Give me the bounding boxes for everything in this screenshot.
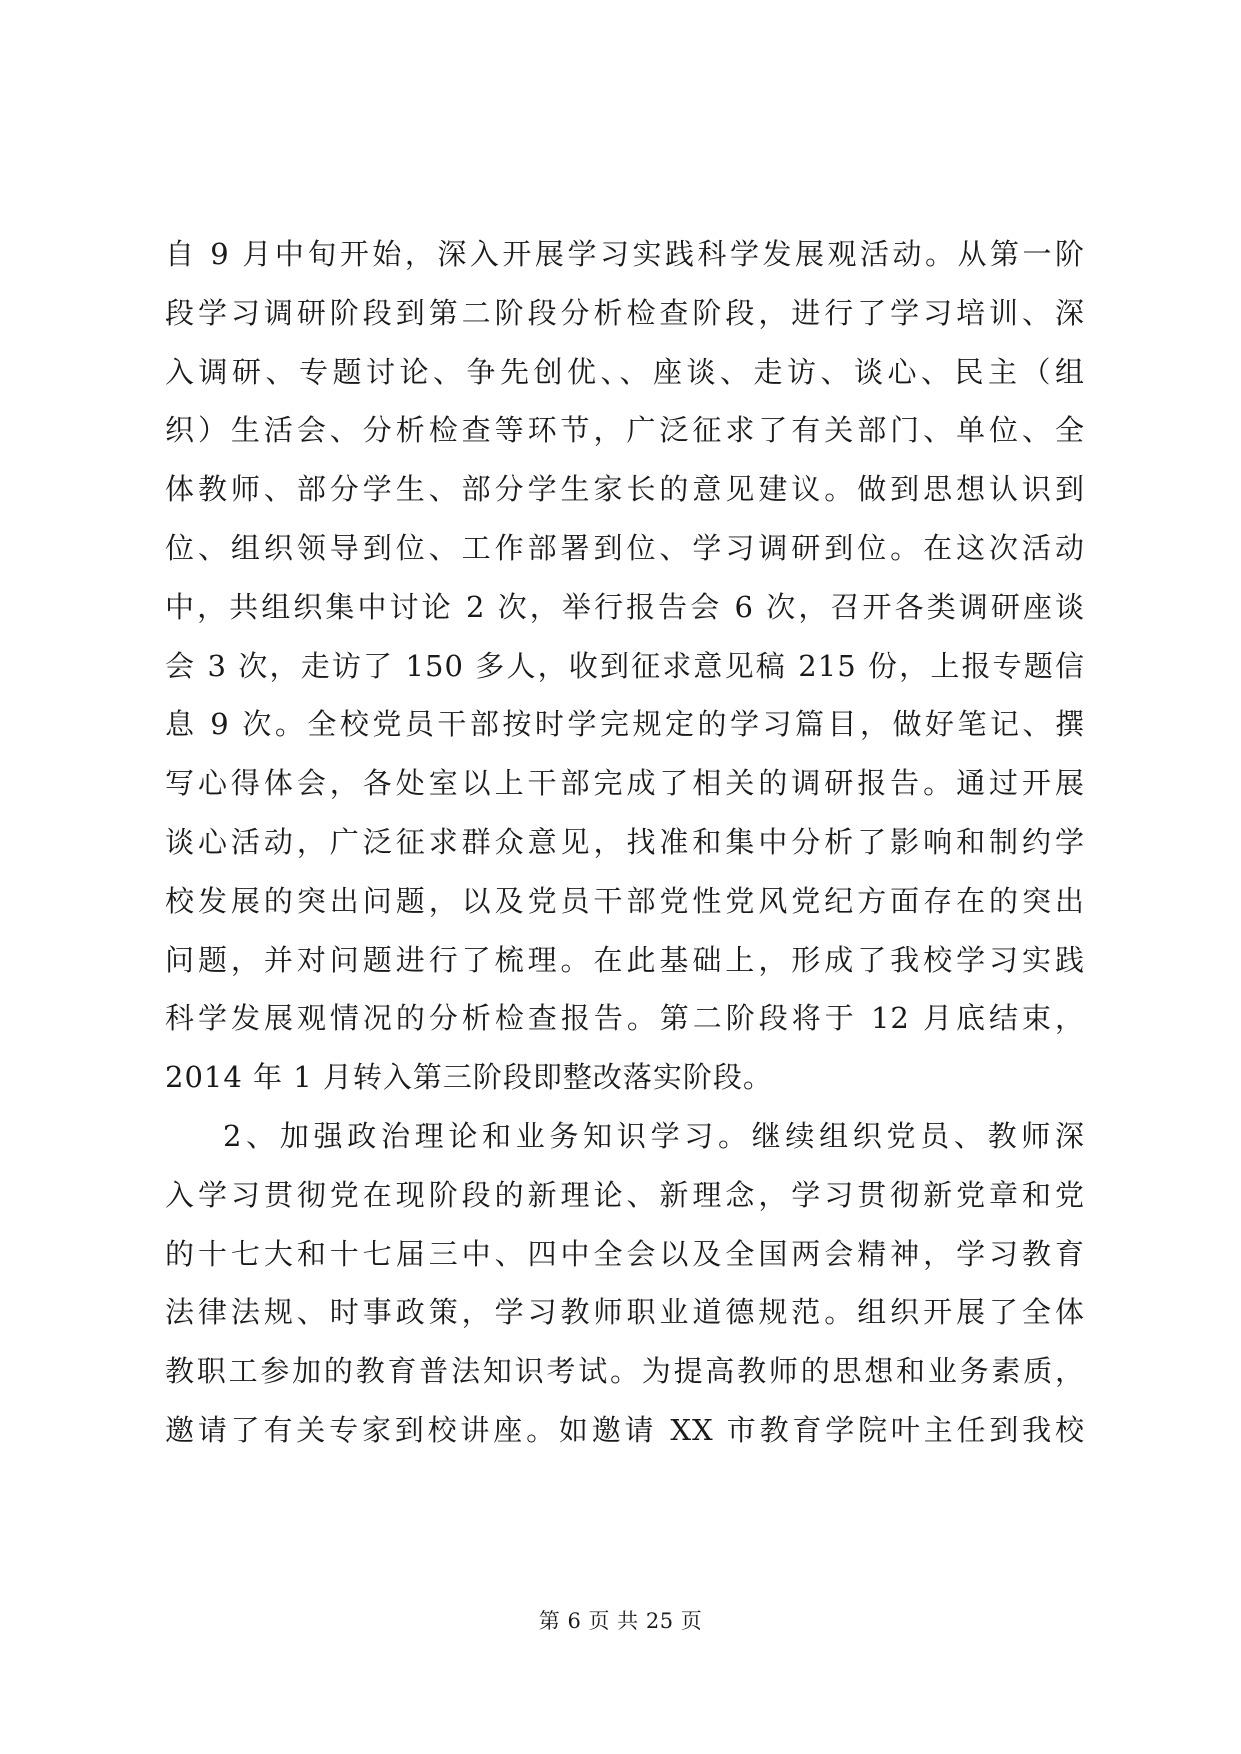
text-line: 入学习贯彻党在现阶段的新理论、新理念，学习贯彻新党章和党 (165, 1177, 1085, 1212)
text-line: 校发展的突出问题，以及党员干部党性党风党纪方面存在的突出 (165, 883, 1085, 918)
text-line: 2、加强政治理论和业务知识学习。继续组织党员、教师深 (223, 1118, 1085, 1153)
text-line: 2014 年 1 月转入第三阶段即整改落实阶段。 (165, 1060, 773, 1095)
text-line: 自 9 月中旬开始，深入开展学习实践科学发展观活动。从第一阶 (165, 237, 1085, 271)
text-line: 会 3 次，走访了 150 多人，收到征求意见稿 215 份，上报专题信 (165, 648, 1085, 683)
paragraph-2 (165, 1107, 1085, 1460)
text-line: 的十七大和十七届三中、四中全会以及全国两会精神，学习教育 (165, 1236, 1085, 1271)
text-line: 中，共组织集中讨论 2 次，举行报告会 6 次，召开各类调研座谈 (165, 589, 1085, 624)
text-line: 入调研、专题讨论、争先创优、、座谈、走访、谈心、民主（组 (165, 354, 1085, 389)
paragraph-1 (165, 225, 1085, 1107)
text-line: 位、组织领导到位、工作部署到位、学习调研到位。在这次活动 (165, 530, 1085, 565)
text-line: 体教师、部分学生、部分学生家长的意见建议。做到思想认识到 (165, 472, 1085, 507)
text-line: 问题，并对问题进行了梳理。在此基础上，形成了我校学习实践 (165, 942, 1085, 977)
text-line: 教职工参加的教育普法知识考试。为提高教师的思想和业务素质， (165, 1354, 1085, 1389)
text-line: 写心得体会，各处室以上干部完成了相关的调研报告。通过开展 (165, 766, 1085, 801)
page-footer: 第 6 页 共 25 页 (538, 1609, 703, 1633)
text-line: 邀请了有关专家到校讲座。如邀请 XX 市教育学院叶主任到我校 (165, 1412, 1085, 1447)
text-line: 科学发展观情况的分析检查报告。第二阶段将于 12 月底结束， (165, 1001, 1085, 1036)
text-line: 段学习调研阶段到第二阶段分析检查阶段，进行了学习培训、深 (165, 295, 1085, 330)
text-line: 织）生活会、分析检查等环节，广泛征求了有关部门、单位、全 (165, 413, 1085, 448)
body-text (165, 225, 1085, 1460)
text-line: 法律法规、时事政策，学习教师职业道德规范。组织开展了全体 (165, 1295, 1085, 1330)
text-line: 谈心活动，广泛征求群众意见，找准和集中分析了影响和制约学 (165, 824, 1085, 859)
text-line: 息 9 次。全校党员干部按时学完规定的学习篇目，做好笔记、撰 (165, 707, 1085, 742)
